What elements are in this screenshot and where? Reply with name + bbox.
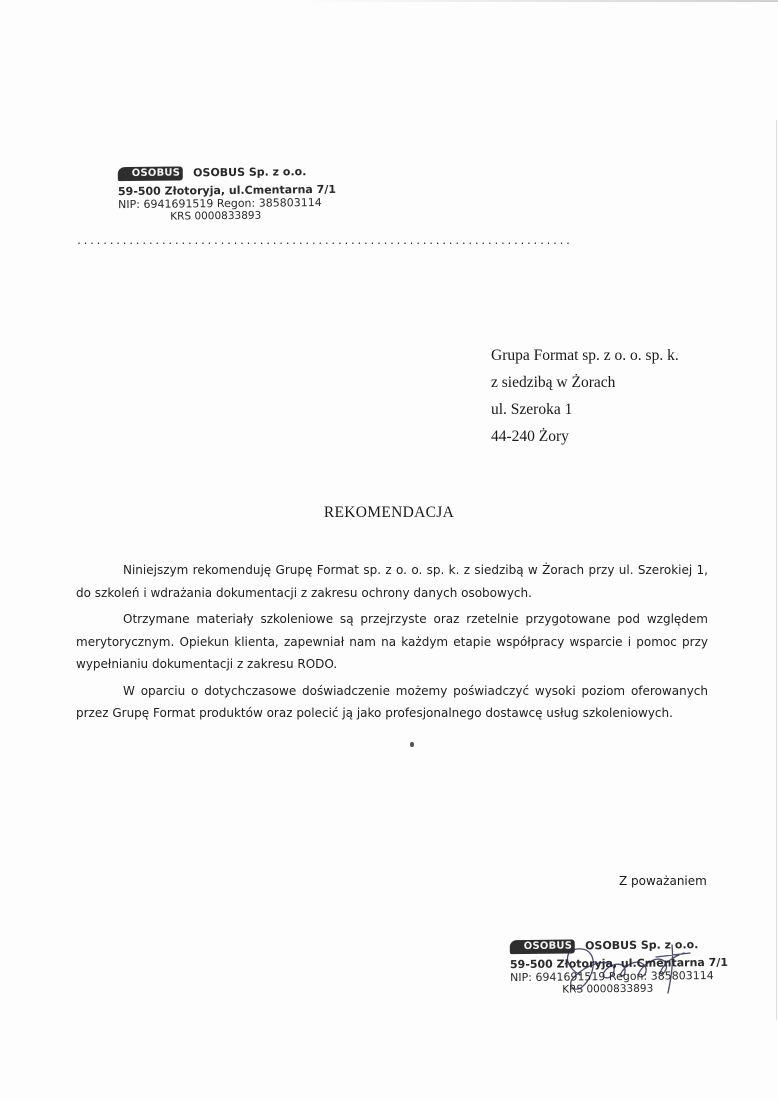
logo-text: OSOBUS [510,939,576,954]
stamp-address: 59-500 Złotoryja, ul.Cmentarna 7/1 [117,182,337,199]
document-title: REKOMENDACJA [323,504,455,521]
stamp-krs: KRS 0000833893 [170,209,262,223]
logo-text: OSOBUS [118,166,184,181]
scan-edge-right [776,120,777,1020]
sender-stamp [118,164,337,224]
stamp-company: OSOBUS Sp. z o.o. [193,165,307,180]
scan-edge-top [300,0,778,2]
bus-logo-icon [510,938,576,954]
stamp-nip-regon: NIP: 6941691519 Regon: 385803114 [118,196,322,212]
stamp-nip-regon: NIP: 6941691519 Regon: 385803114 [510,969,714,985]
recipient-address [491,342,679,450]
signature-dotted-line: ............................................................................ [76,236,572,247]
recipient-line-4: 44-240 Żory [491,428,569,445]
letter-body [76,559,708,729]
bus-logo-icon [118,165,184,181]
recipient-line-1: Grupa Format sp. z o. o. sp. k. [491,347,679,364]
stamp-company: OSOBUS Sp. z o.o. [585,938,699,953]
recipient-line-2: z siedzibą w Żorach [491,374,616,391]
scan-speck [410,742,414,747]
stamp-address: 59-500 Złotoryja, ul.Cmentarna 7/1 [509,955,729,972]
stamp-krs: KRS 0000833893 [562,982,654,996]
recipient-line-3: ul. Szeroka 1 [491,401,573,418]
closing-salutation: Z poważaniem [619,874,707,888]
footer-stamp [510,937,729,997]
paragraph-1: Niniejszym rekomenduję Grupę Format sp. z o. o. sp. k. z siedzibą w Żorach przy ul. Szerokiej 1, do szkoleń i wdrażania dokumentacji z zakresu ochrony danych osobowych. [76,563,708,600]
paragraph-2: Otrzymane materiały szkoleniowe są przejrzyste oraz rzetelnie przygotowane pod względem merytorycznym. Opiekun klienta, zapewniał nam na każdym etapie współpracy wsparcie i pomoc przy wypełnianiu dokumentacji z zakresu RODO. [76,612,708,671]
paragraph-3: W oparciu o dotychczasowe doświadczenie możemy poświadczyć wysoki poziom oferowanych przez Grupę Format produktów oraz polecić ją jako profesjonalnego dostawcę usług szkoleniowych. [76,683,708,720]
